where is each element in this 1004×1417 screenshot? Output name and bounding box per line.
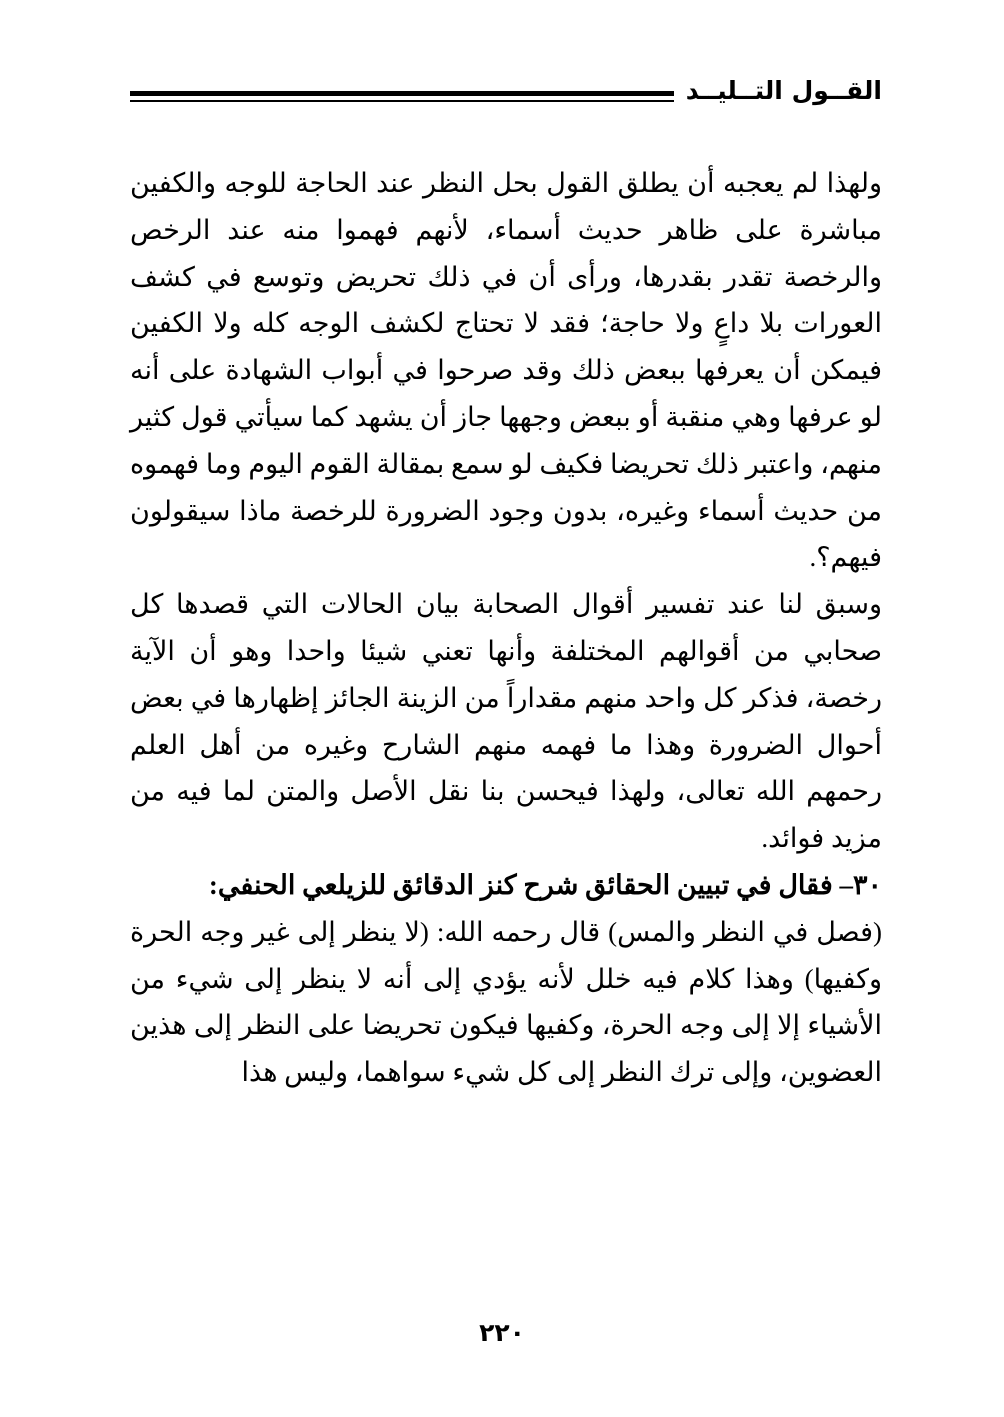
page-number: ٢٢٠ bbox=[479, 1318, 525, 1347]
page-header bbox=[130, 72, 882, 112]
section-paragraph: (فصل في النظر والمس) قال رحمه الله: (لا ينظر إلى غير وجه الحرة وكفيها) وهذا كلام فيه خلل لأنه يؤدي إلى أنه لا ينظر إلى شيء من الأشياء إلا إلى وجه الحرة، وكفيها فيكون تحريضا على النظر إلى هذين العضوين، وإلى ترك النظر إلى كل شيء سواهما، وليس هذا bbox=[130, 916, 882, 1088]
header-rule-thick bbox=[130, 91, 674, 96]
header-rule bbox=[130, 72, 674, 112]
paragraph-2: وسبق لنا عند تفسير أقوال الصحابة بيان الحالات التي قصدها كل صحابي من أقوالهم المختلفة وأنها تعني شيئا واحدا وهو أن الآية رخصة، فذكر كل واحد منهم مقداراً من الزينة الجائز إظهارها في بعض أحوال الضرورة وهذا ما فهمه منهم الشارح وغيره من أهل العلم رحمهم الله تعالى، ولهذا فيحسن بنا نقل الأصل والمتن لما فيه من مزيد فوائد. bbox=[130, 589, 882, 854]
header-rule-thin bbox=[130, 100, 674, 102]
running-title: القــول التــليــد bbox=[685, 76, 882, 105]
paragraph-1: ولهذا لم يعجبه أن يطلق القول بحل النظر عند الحاجة للوجه والكفين مباشرة على ظاهر حديث أسماء، لأنهم فهموا منه عند الرخص والرخصة تقدر بقدرها، ورأى أن في ذلك تحريض وتوسع في كشف العورات بلا داعٍ ولا حاجة؛ فقد لا تحتاج لكشف الوجه كله ولا الكفين فيمكن أن يعرفها ببعض ذلك وقد صرحوا في أبواب الشهادة على أنه لو عرفها وهي منقبة أو ببعض وجهها جاز أن يشهد كما سيأتي قول كثير منهم، واعتبر ذلك تحريضا فكيف لو سمع بمقالة القوم اليوم وما فهموه من حديث أسماء وغيره، بدون وجود الضرورة للرخصة ماذا سيقولون فيهم؟. bbox=[130, 168, 882, 573]
section-heading: ٣٠– فقال في تبيين الحقائق شرح كنز الدقائق للزيلعي الحنفي: bbox=[208, 869, 882, 900]
page-body bbox=[130, 160, 882, 1096]
